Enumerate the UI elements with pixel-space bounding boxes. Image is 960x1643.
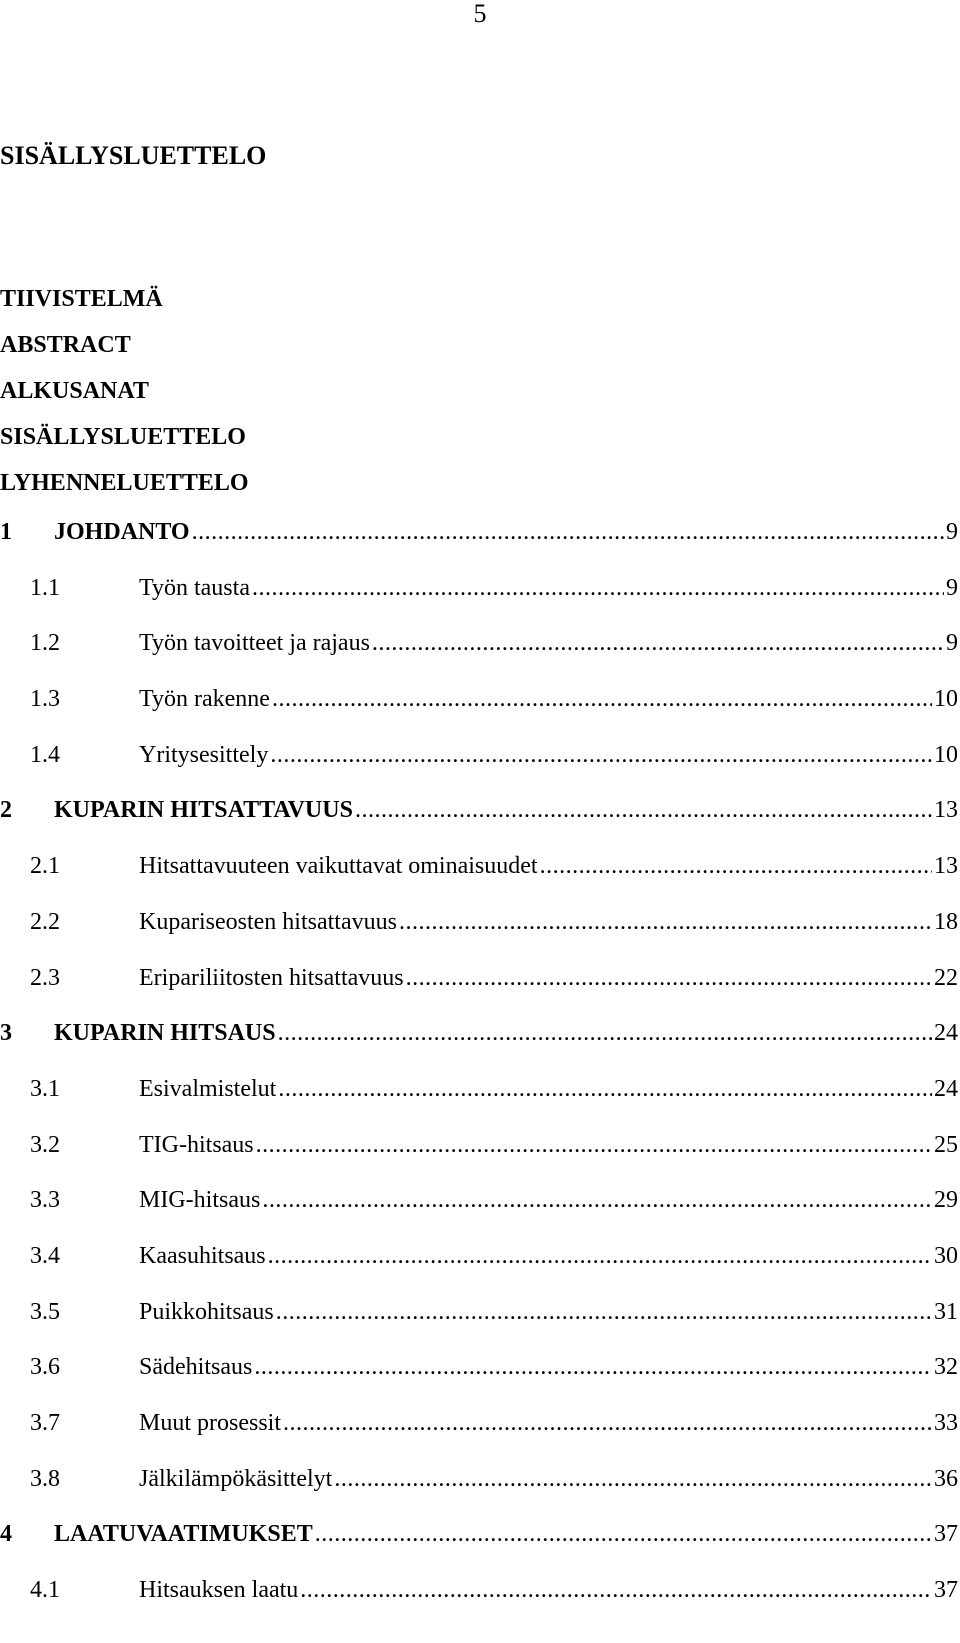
toc-section-entry (0, 1118, 958, 1174)
toc-entry-title: KUPARIN HITSATTAVUUS (54, 797, 353, 824)
toc-chapter-entry (0, 505, 958, 561)
toc-entry-page: 36 (934, 1465, 958, 1492)
toc-section-entry (0, 839, 958, 895)
toc-dot-leader (300, 1563, 932, 1619)
toc-section-entry (0, 895, 958, 951)
toc-dot-leader (278, 1062, 932, 1118)
toc-chapter-entry (0, 783, 958, 839)
toc-entry-page: 13 (934, 797, 958, 824)
front-matter-item: ALKUSANAT (0, 378, 149, 404)
toc-dot-leader (278, 1006, 932, 1062)
toc-entry-title: Työn tavoitteet ja rajaus (139, 630, 370, 657)
toc-entry-page: 9 (946, 630, 958, 657)
toc-entry-page: 25 (934, 1131, 958, 1158)
front-matter-item: ABSTRACT (0, 332, 131, 358)
toc-dot-leader (256, 1118, 932, 1174)
toc-entry-title: Työn tausta (139, 574, 250, 601)
toc-section-entry (0, 616, 958, 672)
toc-section-entry (0, 1173, 958, 1229)
toc-section-entry (0, 1340, 958, 1396)
toc-dot-leader (315, 1507, 932, 1563)
toc-entry-number: 4.1 (30, 1577, 60, 1604)
toc-entry-title: Jälkilämpökäsittelyt (139, 1465, 333, 1492)
toc-entry-number: 1.1 (30, 574, 60, 601)
toc-dot-leader (252, 561, 944, 617)
toc-entry-number: 2.3 (30, 964, 60, 991)
toc-section-entry (0, 728, 958, 784)
toc-entry-number: 3.1 (30, 1075, 60, 1102)
toc-entry-title: Muut prosessit (139, 1410, 282, 1436)
toc-entry-title: Sädehitsaus (139, 1354, 253, 1381)
toc-entry-page: 37 (934, 1521, 958, 1548)
toc-section-entry (0, 1062, 958, 1118)
toc-entry-number: 4 (0, 1521, 12, 1548)
toc-chapter-entry (0, 1507, 958, 1563)
toc-entry-number: 1.3 (30, 686, 60, 713)
toc-entry-number: 3.3 (30, 1187, 60, 1214)
toc-entry-title: JOHDANTO (54, 519, 190, 545)
toc-entry-page: 29 (934, 1187, 958, 1214)
toc-entry-number: 1 (0, 519, 12, 545)
toc-entry-page: 33 (934, 1410, 958, 1436)
front-matter-item: LYHENNELUETTELO (0, 470, 249, 496)
toc-dot-leader (372, 616, 944, 672)
toc-entry-number: 1.4 (30, 741, 60, 768)
toc-entry-title: Kupariseosten hitsattavuus (139, 908, 397, 935)
toc-entry-page: 24 (934, 1020, 958, 1047)
toc-entry-number: 2.2 (30, 908, 60, 935)
toc-section-entry (0, 951, 958, 1007)
toc-entry-title: KUPARIN HITSAUS (54, 1020, 276, 1047)
toc-dot-leader (270, 728, 932, 784)
toc-entry-title: Hitsattavuuteen vaikuttavat ominaisuudet (139, 853, 538, 880)
toc-entry-title: Eripariliitosten hitsattavuus (139, 964, 404, 991)
toc-dot-leader (334, 1452, 932, 1508)
toc-section-entry (0, 1563, 958, 1619)
toc-entry-page: 22 (934, 964, 958, 991)
toc-list (0, 505, 958, 1619)
toc-dot-leader (272, 672, 932, 728)
front-matter-item: TIIVISTELMÄ (0, 286, 163, 312)
toc-entry-title: Työn rakenne (139, 686, 270, 713)
toc-entry-page: 32 (934, 1354, 958, 1381)
toc-entry-number: 2 (0, 797, 12, 824)
toc-dot-leader (268, 1229, 932, 1285)
toc-entry-number: 3.8 (30, 1465, 60, 1492)
toc-entry-number: 3.6 (30, 1354, 60, 1381)
toc-dot-leader (254, 1340, 932, 1396)
toc-section-entry (0, 1285, 958, 1341)
toc-entry-number: 3.2 (30, 1131, 60, 1158)
toc-entry-title: Hitsauksen laatu (139, 1577, 299, 1604)
toc-dot-leader (283, 1396, 932, 1452)
toc-entry-title: MIG-hitsaus (139, 1187, 261, 1214)
front-matter-item: SISÄLLYSLUETTELO (0, 424, 246, 450)
toc-entry-page: 30 (934, 1242, 958, 1269)
toc-entry-title: TIG-hitsaus (139, 1131, 254, 1158)
toc-dot-leader (192, 505, 944, 561)
toc-entry-page: 13 (934, 853, 958, 880)
page-number: 5 (473, 0, 487, 28)
toc-entry-page: 10 (934, 741, 958, 768)
toc-entry-number: 3 (0, 1020, 12, 1047)
toc-entry-page: 18 (934, 908, 958, 935)
toc-entry-page: 37 (934, 1577, 958, 1604)
toc-section-entry (0, 1452, 958, 1508)
toc-section-entry (0, 1396, 958, 1452)
toc-entry-title: Puikkohitsaus (139, 1298, 274, 1325)
toc-dot-leader (399, 895, 932, 951)
toc-dot-leader (276, 1285, 932, 1341)
toc-dot-leader (355, 783, 932, 839)
toc-entry-page: 31 (934, 1298, 958, 1325)
front-matter-list (0, 276, 249, 506)
toc-entry-page: 9 (946, 574, 958, 601)
toc-entry-title: Yritysesittely (139, 741, 269, 768)
toc-section-entry (0, 672, 958, 728)
toc-entry-title: Esivalmistelut (139, 1075, 277, 1102)
toc-dot-leader (540, 839, 932, 895)
toc-entry-number: 2.1 (30, 853, 60, 880)
toc-entry-page: 10 (934, 686, 958, 713)
page-title: SISÄLLYSLUETTELO (0, 141, 267, 170)
toc-dot-leader (406, 951, 932, 1007)
toc-entry-number: 3.4 (30, 1242, 60, 1269)
toc-entry-number: 1.2 (30, 630, 60, 657)
toc-entry-title: Kaasuhitsaus (139, 1242, 266, 1269)
toc-chapter-entry (0, 1006, 958, 1062)
toc-entry-page: 24 (934, 1075, 958, 1102)
toc-entry-page: 9 (946, 519, 958, 545)
toc-dot-leader (262, 1173, 932, 1229)
toc-entry-title: LAATUVAATIMUKSET (54, 1521, 313, 1548)
toc-entry-number: 3.7 (30, 1410, 60, 1436)
toc-section-entry (0, 1229, 958, 1285)
toc-section-entry (0, 561, 958, 617)
toc-entry-number: 3.5 (30, 1298, 60, 1325)
